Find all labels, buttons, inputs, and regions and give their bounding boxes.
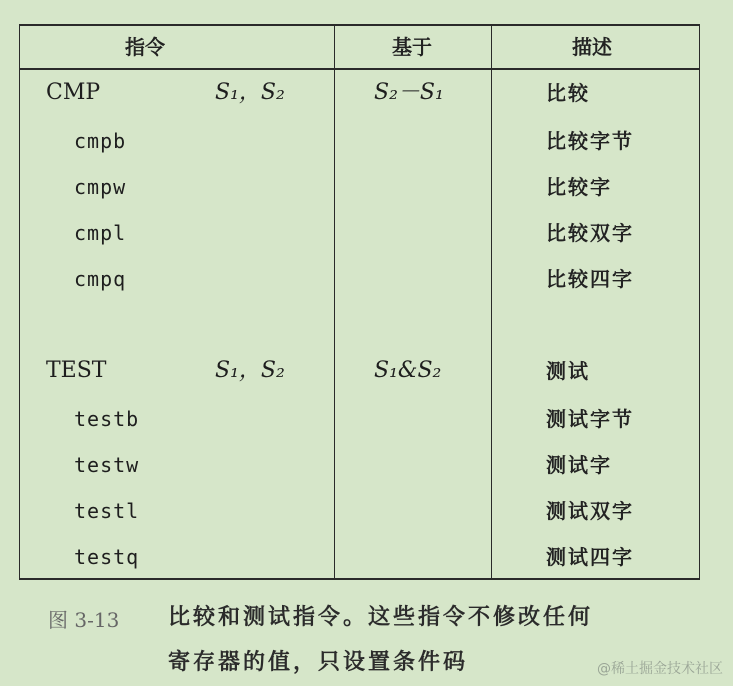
variant-testl: testl: [74, 499, 140, 523]
variant-testl-description: 测试双字: [546, 499, 634, 523]
variant-cmpq: cmpq: [74, 267, 127, 291]
variant-testq-description: 测试四字: [546, 545, 634, 569]
variant-testw-description: 测试字: [546, 453, 612, 477]
caption-line-2: 寄存器的值，只设置条件码: [168, 650, 469, 675]
variant-testq: testq: [74, 545, 140, 569]
variant-testb: testb: [74, 407, 140, 431]
header-based-on: 基于: [392, 35, 432, 59]
test-description: 测试: [546, 359, 590, 383]
variant-testb-description: 测试字节: [546, 407, 634, 431]
test-mnemonic: TEST: [46, 358, 107, 383]
cmp-operands: S₁，S₂: [215, 80, 285, 105]
variant-cmpw: cmpw: [74, 175, 127, 199]
cmp-description: 比较: [546, 81, 590, 105]
variant-cmpq-description: 比较四字: [546, 267, 634, 291]
variant-cmpb: cmpb: [74, 129, 127, 153]
column-divider-1: [334, 24, 335, 580]
cmp-mnemonic: CMP: [46, 80, 101, 105]
table-left-border: [19, 24, 20, 580]
header-divider: [19, 68, 700, 70]
table-right-border: [699, 24, 700, 580]
column-divider-2: [491, 24, 492, 580]
cmp-based-on: S₂－S₁: [374, 80, 444, 105]
caption-line-1: 比较和测试指令。这些指令不修改任何: [168, 605, 594, 630]
variant-cmpb-description: 比较字节: [546, 129, 634, 153]
variant-cmpl-description: 比较双字: [546, 221, 634, 245]
test-based-on: S₁&S₂: [374, 358, 442, 383]
watermark: @稀土掘金技术社区: [597, 661, 723, 677]
caption-label: 图 3-13: [48, 608, 120, 632]
variant-cmpl: cmpl: [74, 221, 127, 245]
variant-cmpw-description: 比较字: [546, 175, 612, 199]
header-description: 描述: [572, 35, 612, 59]
variant-testw: testw: [74, 453, 140, 477]
test-operands: S₁，S₂: [215, 358, 285, 383]
header-instruction: 指令: [125, 35, 165, 59]
